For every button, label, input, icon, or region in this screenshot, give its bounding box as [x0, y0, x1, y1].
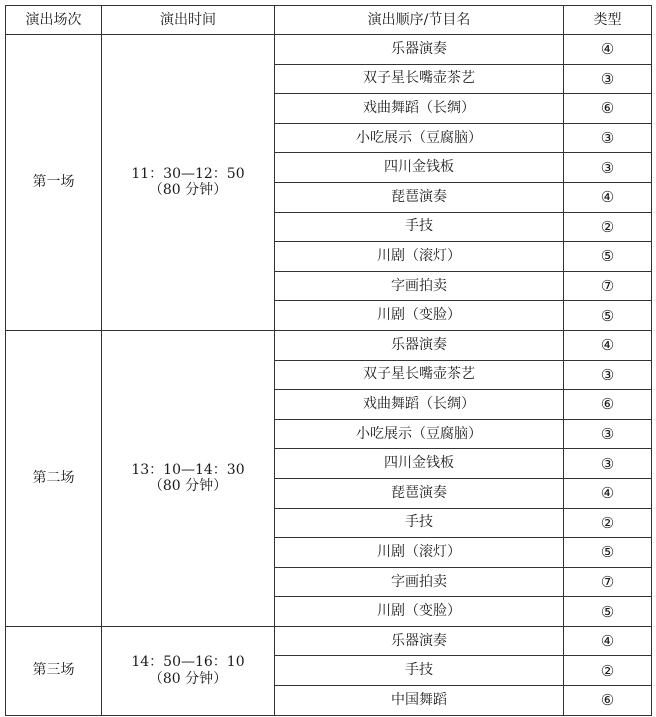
program-type-cell: ③ [564, 419, 652, 449]
program-type-cell: ⑤ [564, 301, 652, 331]
program-type-cell: ② [564, 508, 652, 538]
program-type-cell: ⑤ [564, 538, 652, 568]
program-name-cell: 川剧（变脸） [275, 301, 564, 331]
program-name-cell: 双子星长嘴壶茶艺 [275, 64, 564, 94]
header-session: 演出场次 [6, 6, 102, 35]
program-name-cell: 手技 [275, 508, 564, 538]
program-name-cell: 琵琶演奏 [275, 478, 564, 508]
table-row [6, 330, 652, 360]
table-row [6, 35, 652, 65]
program-name-cell: 川剧（滚灯） [275, 242, 564, 272]
program-type-cell: ④ [564, 626, 652, 656]
session-name-cell: 第二场 [6, 330, 102, 626]
header-time: 演出时间 [102, 6, 275, 35]
program-name-cell: 四川金钱板 [275, 449, 564, 479]
program-type-cell: ③ [564, 153, 652, 183]
program-name-cell: 戏曲舞蹈（长绸） [275, 390, 564, 420]
session-time-range: 14：50—16：10 [131, 653, 245, 670]
session-duration: （80 分钟） [148, 670, 228, 687]
session-time-cell [102, 35, 275, 331]
program-name-cell: 乐器演奏 [275, 35, 564, 65]
program-name-cell: 四川金钱板 [275, 153, 564, 183]
program-name-cell: 小吃展示（豆腐脑） [275, 123, 564, 153]
program-name-cell: 琵琶演奏 [275, 182, 564, 212]
program-type-cell: ⑤ [564, 597, 652, 627]
session-time-range: 13：10—14：30 [131, 461, 245, 478]
performance-schedule-table [5, 5, 652, 716]
program-type-cell: ② [564, 656, 652, 686]
program-type-cell: ③ [564, 64, 652, 94]
program-type-cell: ④ [564, 35, 652, 65]
program-type-cell: ④ [564, 182, 652, 212]
table-row [6, 626, 652, 656]
program-type-cell: ⑦ [564, 271, 652, 301]
program-type-cell: ② [564, 212, 652, 242]
session-name-cell: 第三场 [6, 626, 102, 715]
program-type-cell: ④ [564, 330, 652, 360]
program-type-cell: ⑦ [564, 567, 652, 597]
program-name-cell: 乐器演奏 [275, 626, 564, 656]
program-name-cell: 手技 [275, 212, 564, 242]
header-row [6, 6, 652, 35]
session-time-cell [102, 626, 275, 715]
program-type-cell: ③ [564, 360, 652, 390]
table-header [6, 6, 652, 35]
session-duration: （80 分钟） [148, 478, 228, 495]
program-name-cell: 乐器演奏 [275, 330, 564, 360]
program-type-cell: ⑥ [564, 686, 652, 716]
program-type-cell: ③ [564, 449, 652, 479]
program-name-cell: 字画拍卖 [275, 567, 564, 597]
header-program: 演出顺序/节目名 [275, 6, 564, 35]
session-time-cell [102, 330, 275, 626]
session-time-range: 11：30—12：50 [131, 165, 245, 182]
program-name-cell: 小吃展示（豆腐脑） [275, 419, 564, 449]
program-name-cell: 双子星长嘴壶茶艺 [275, 360, 564, 390]
program-type-cell: ⑥ [564, 390, 652, 420]
session-name-cell: 第一场 [6, 35, 102, 331]
program-name-cell: 字画拍卖 [275, 271, 564, 301]
program-name-cell: 戏曲舞蹈（长绸） [275, 94, 564, 124]
program-type-cell: ⑤ [564, 242, 652, 272]
program-name-cell: 中国舞蹈 [275, 686, 564, 716]
program-type-cell: ⑥ [564, 94, 652, 124]
program-type-cell: ④ [564, 478, 652, 508]
header-type: 类型 [564, 6, 652, 35]
session-duration: （80 分钟） [148, 182, 228, 199]
program-name-cell: 川剧（滚灯） [275, 538, 564, 568]
program-name-cell: 川剧（变脸） [275, 597, 564, 627]
table-body [6, 35, 652, 716]
program-type-cell: ③ [564, 123, 652, 153]
program-name-cell: 手技 [275, 656, 564, 686]
